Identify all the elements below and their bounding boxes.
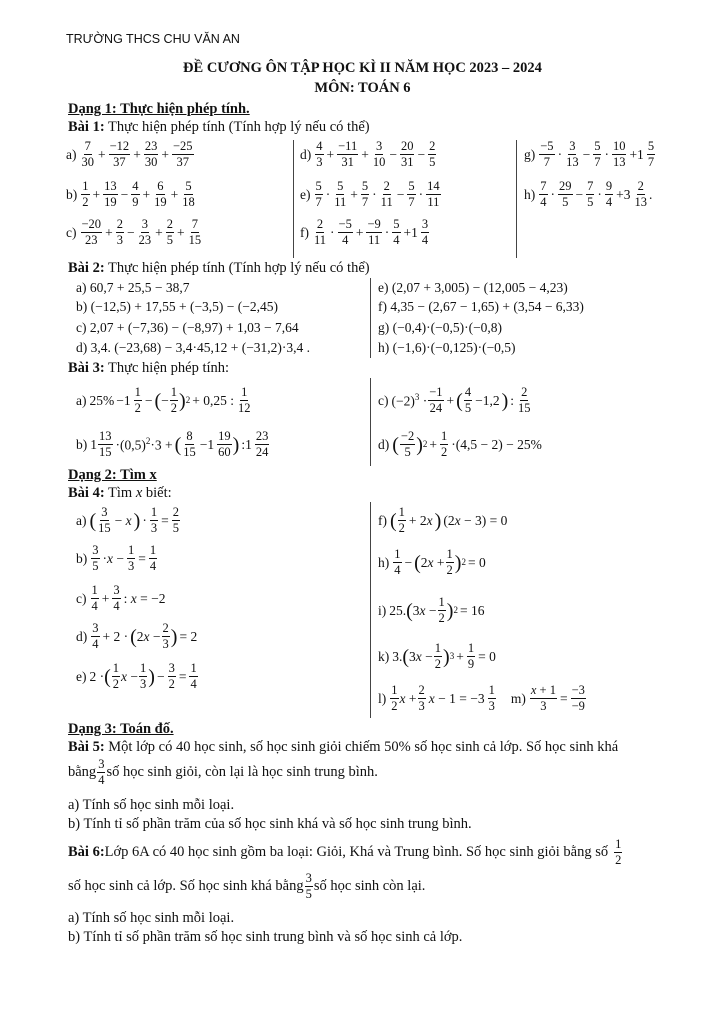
bai-5-line-1: Bài 5: Một lớp có 40 học sinh, số học sinh giỏi chiếm 50% số học sinh cả lớp. Số học sinh khá: [68, 739, 619, 755]
document-title: ĐỀ CƯƠNG ÔN TẬP HỌC KÌ II NĂM HỌC 2023 – 2024: [183, 60, 542, 76]
bai-4-heading: Bài 4: Tìm x biết:: [68, 485, 172, 501]
bai-3-a: a) 25% −1 $\frac{1}{2}$ − ( − $\frac{1}{2}$ ) 2 + 0,25 : $\frac{1}{12}$: [76, 385, 251, 416]
bai-1-d: d) $\frac{4}{3}$ + $\frac{-11}{31}$ + $\frac{3}{10}$ − $\frac{20}{31}$ − $\frac{2}{5}$: [300, 139, 436, 170]
column-divider: [370, 278, 371, 358]
bai-2-d: d) 3,4. (−23,68) − 3,4·45,12 + (−31,2)·3,4 .: [76, 340, 311, 355]
bai-4-k: k) 3. ( 3x − $\frac{1}{2}$ ) 3 + $\frac{1}{9}$ = 0: [378, 641, 496, 672]
bai-6-line-1: Bài 6: Lớp 6A có 40 học sinh gồm ba loại: Giỏi, Khá và Trung bình. Số học sinh giỏi bằng số $\frac{1}{2}$: [68, 837, 622, 868]
section-dang-1: Dạng 1: Thực hiện phép tính.: [68, 101, 250, 117]
section-dang-3: Dạng 3: Toán đố.: [68, 721, 174, 737]
school-name: TRƯỜNG THCS CHU VĂN AN: [66, 32, 240, 46]
bai-5-b: b) Tính tỉ số phần trăm của số học sinh khá và số học sinh trung bình.: [68, 816, 472, 832]
subject-title: MÔN: TOÁN 6: [314, 80, 411, 96]
bai-2-h: h) (−1,6)·(−0,125)·(−0,5): [378, 340, 516, 355]
bai-1-f: f) $\frac{2}{11}$ · $\frac{-5}{4}$ + $\frac{-9}{11}$ · $\frac{5}{4}$ +1 $\frac{3}{4}$: [300, 217, 429, 248]
column-divider: [516, 140, 517, 258]
bai-4-i: i) 25. ( 3x − $\frac{1}{2}$ ) 2 = 16: [378, 595, 485, 626]
bai-4-f: f) ( $\frac{1}{2}$ + 2x ) (2x − 3) = 0: [378, 505, 508, 536]
bai-2-g: g) (−0,4)·(−0,5)·(−0,8): [378, 320, 503, 335]
bai-2-b: b) (−12,5) + 17,55 + (−3,5) − (−2,45): [76, 299, 279, 314]
bai-1-e: e) $\frac{5}{7}$ · $\frac{5}{11}$ + $\frac{5}{7}$ · $\frac{2}{11}$ − $\frac{5}{7}$ · $\frac{14}{11}$: [300, 179, 440, 210]
bai-1-heading: Bài 1: Thực hiện phép tính (Tính hợp lý nếu có thể): [68, 119, 370, 135]
bai-4-c: c) $\frac{1}{4}$ + $\frac{3}{4}$ : x = −2: [76, 583, 166, 614]
bai-2-c: c) 2,07 + (−7,36) − (−8,97) + 1,03 − 7,64: [76, 320, 299, 335]
bai-4-a: a) ( $\frac{3}{15}$ − x ) · $\frac{1}{3}$ = $\frac{2}{5}$: [76, 505, 179, 536]
bai-4-b: b) $\frac{3}{5}$ ·x − $\frac{1}{3}$ = $\frac{1}{4}$: [76, 543, 157, 574]
bai-1-g: g) $\frac{-5}{7}$ · $\frac{3}{13}$ − $\frac{5}{7}$ · $\frac{10}{13}$ +1 $\frac{5}{7}$: [524, 139, 655, 170]
bai-6-line-2: số học sinh cả lớp. Số học sinh khá bằng $\frac{3}{5}$ số học sinh còn lại.: [68, 871, 426, 902]
bai-4-d: d) $\frac{3}{4}$ + 2 · ( 2x − $\frac{2}{3}$ ) = 2: [76, 621, 198, 652]
bai-5-a: a) Tính số học sinh mỗi loại.: [68, 797, 235, 813]
bai-2-heading: Bài 2: Thực hiện phép tính (Tính hợp lý nếu có thể): [68, 260, 370, 276]
column-divider: [293, 140, 294, 258]
column-divider: [370, 378, 371, 466]
bai-4-h: h) $\frac{1}{4}$ − ( 2x + $\frac{1}{2}$ ) 2 = 0: [378, 547, 486, 578]
bai-3-heading: Bài 3: Thực hiện phép tính:: [68, 360, 230, 376]
bai-5-line-2: bằng $\frac{3}{4}$ số học sinh giỏi, còn lại là học sinh trung bình.: [68, 757, 378, 788]
bai-6-b: b) Tính tỉ số phần trăm số học sinh trung bình và số học sinh cả lớp.: [68, 929, 463, 945]
bai-1-a: a) $\frac{7}{30}$ + $\frac{-12}{37}$ + $\frac{23}{30}$ + $\frac{-25}{37}$: [66, 139, 193, 170]
bai-2-e: e) (2,07 + 3,005) − (12,005 − 4,23): [378, 280, 568, 295]
bai-2-f: f) 4,35 − (2,67 − 1,65) + (3,54 − 6,33): [378, 299, 584, 314]
bai-2-a: a) 60,7 + 25,5 − 38,7: [76, 280, 190, 295]
bai-4-l-m: l) $\frac{1}{2}$ x + $\frac{2}{3}$ x − 1 = −3 $\frac{1}{3}$ m) $\frac{x + 1}{3}$ = $\frac{-3}{-9}$: [378, 683, 585, 714]
column-divider: [370, 502, 371, 718]
bai-3-b: b) 1 $\frac{13}{15}$ $\cdot(0,5)^2\cdot 3$ + ( $\frac{8}{15}$ −1 $\frac{19}{60}$ ) :1 $\frac{23}{24}$: [76, 429, 269, 460]
section-dang-2: Dạng 2: Tìm x: [68, 467, 157, 483]
bai-3-d: d) ( $\frac{-2}{5}$ ) 2 + $\frac{1}{2}$ ·(4,5 − 2) − 25%: [378, 429, 542, 460]
bai-1-b: b) $\frac{1}{2}$ + $\frac{13}{19}$ − $\frac{4}{9}$ + $\frac{6}{19}$ + $\frac{5}{18}$: [66, 179, 195, 210]
bai-1-c: c) $\frac{-20}{23}$ + $\frac{2}{3}$ − $\frac{3}{23}$ + $\frac{2}{5}$ + $\frac{7}{15}$: [66, 217, 202, 248]
bai-4-e: e) 2 · ( $\frac{1}{2}$ x − $\frac{1}{3}$ ) − $\frac{3}{2}$ = $\frac{1}{4}$: [76, 661, 197, 692]
bai-6-a: a) Tính số học sinh mỗi loại.: [68, 910, 235, 926]
bai-1-h: h) $\frac{7}{4}$ · $\frac{29}{5}$ − $\frac{7}{5}$ · $\frac{9}{4}$ +3 $\frac{2}{13}$ .: [524, 179, 653, 210]
bai-3-c: c) $(-2)^3$ · $\frac{-1}{24}$ + ( $\frac{4}{5}$ −1,2 ) : $\frac{2}{15}$: [378, 385, 531, 416]
